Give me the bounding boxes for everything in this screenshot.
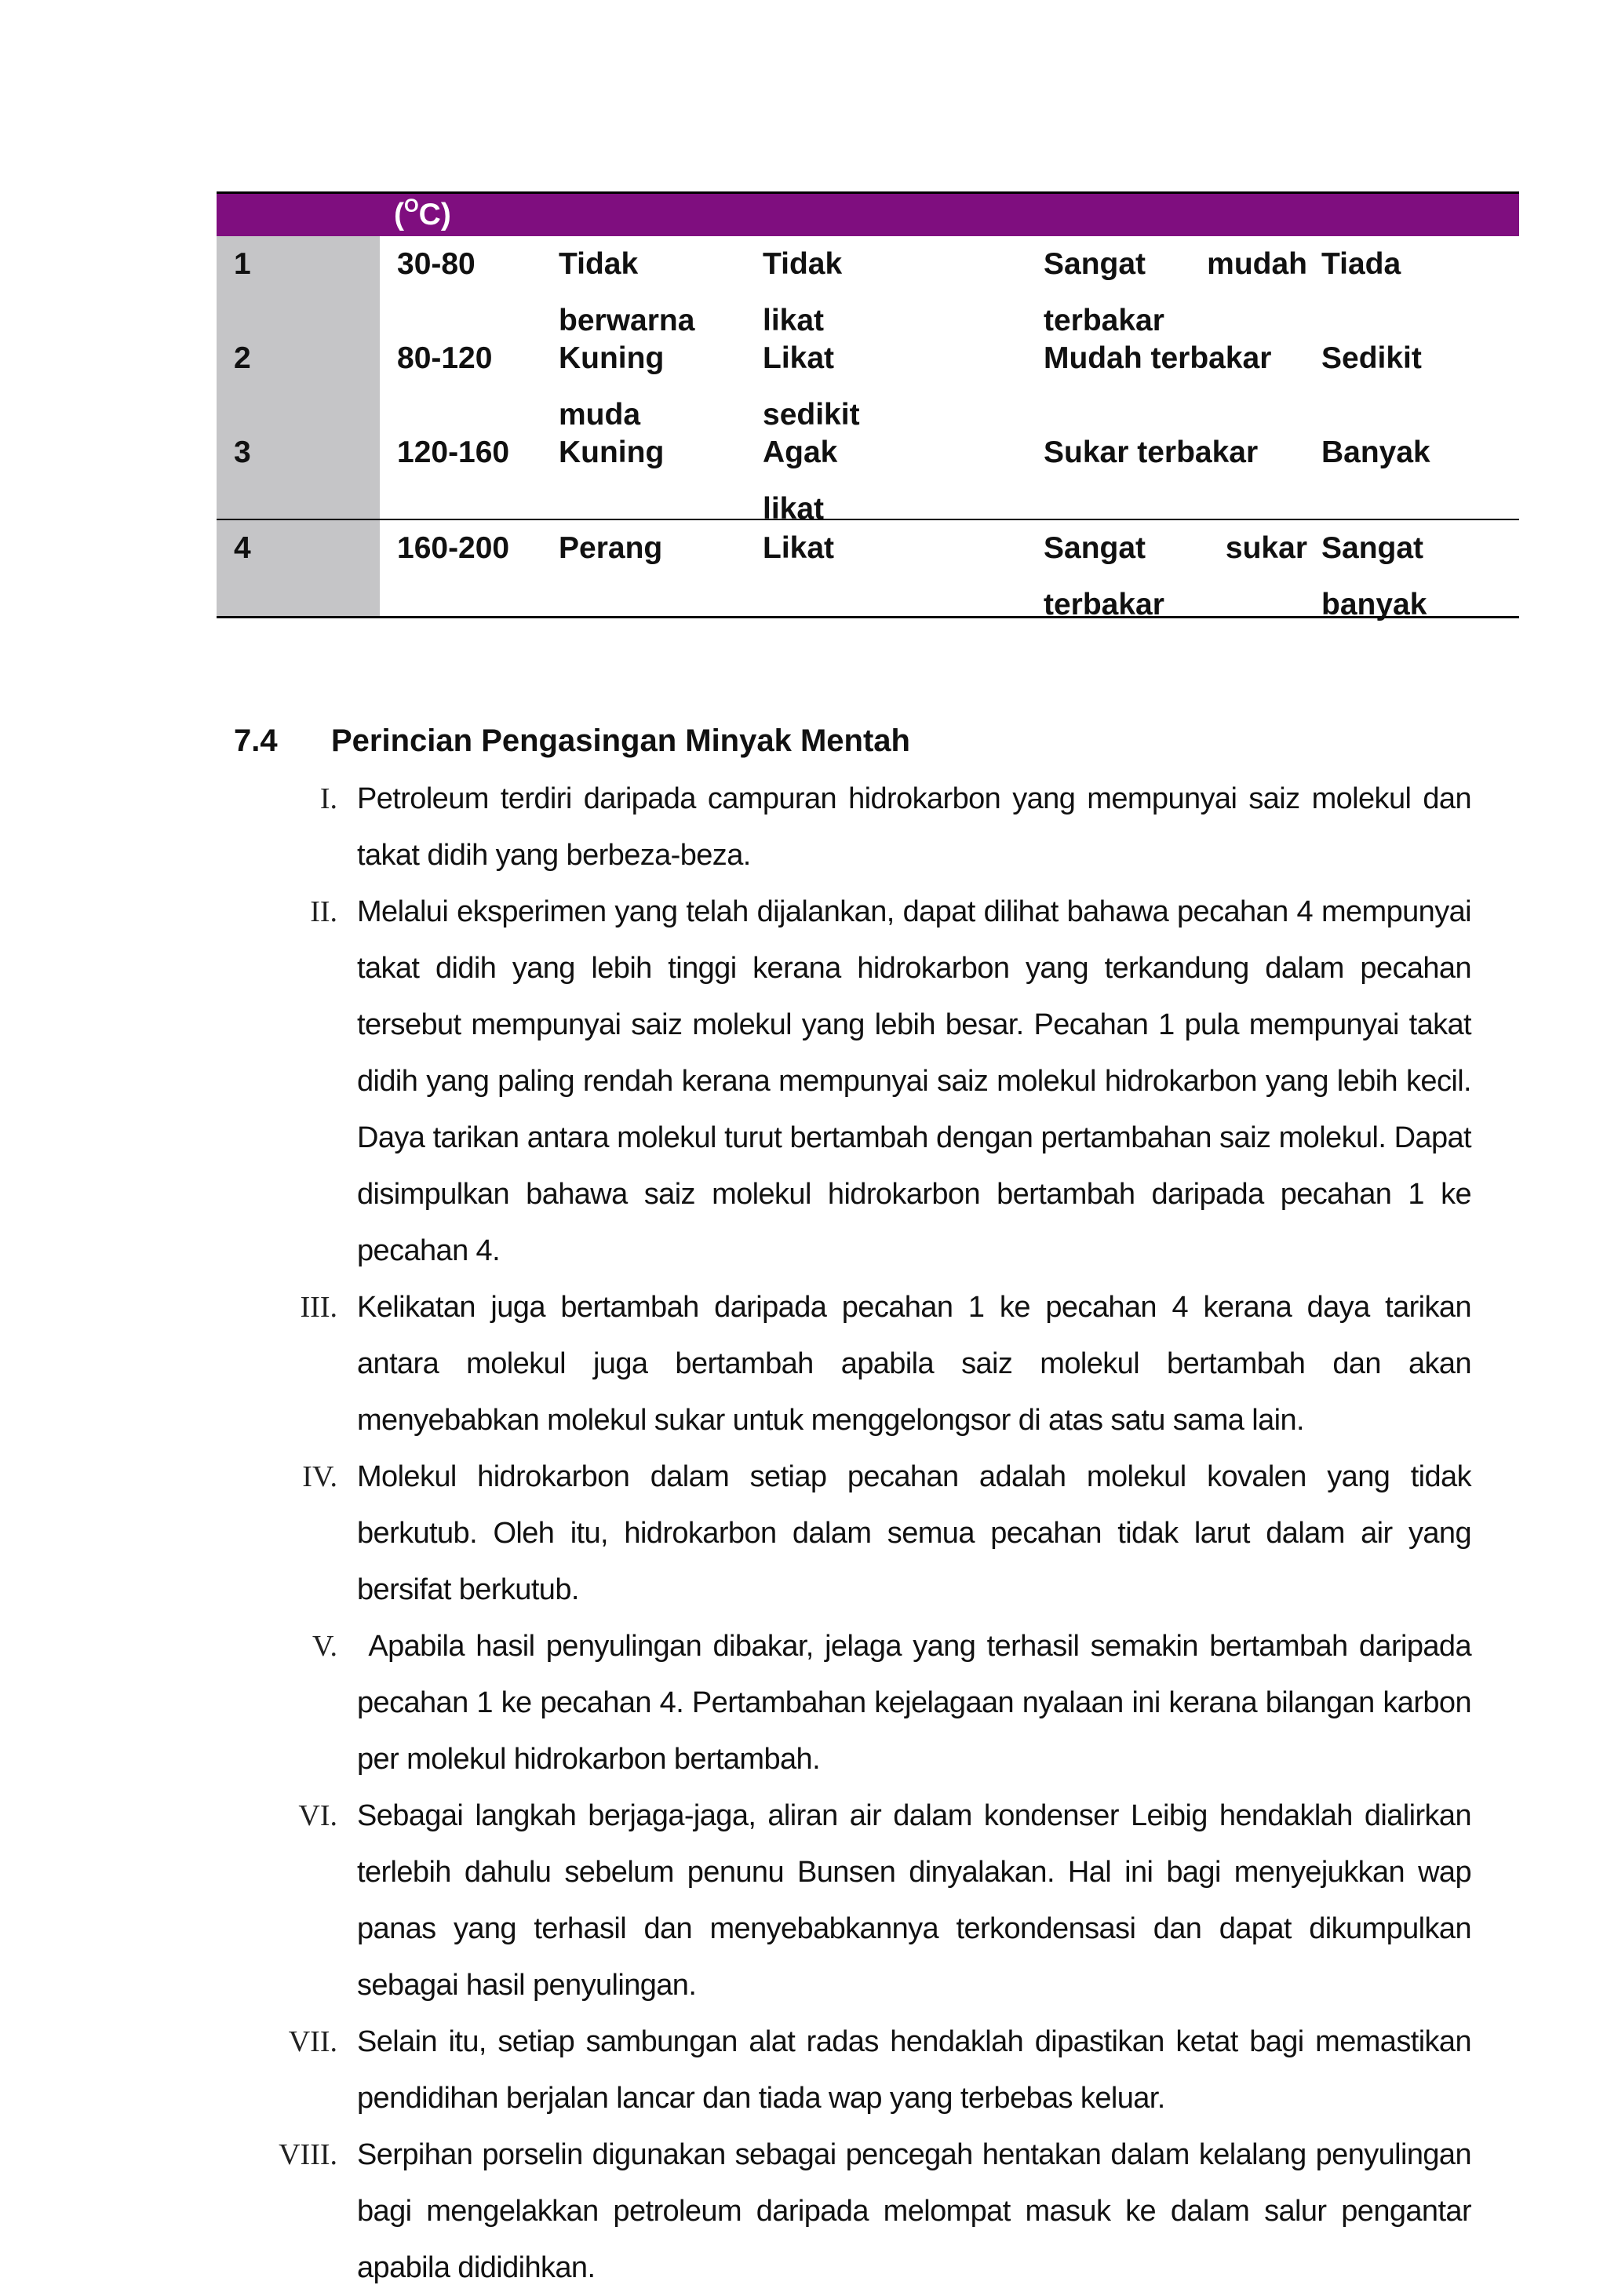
list-item xyxy=(235,771,1507,884)
list-item-text: Serpihan porselin digunakan sebagai pencegah hentakan dalam kelalang penyulingan bagi mengelakkan petroleum daripada melompat masuk ke dalam salur pengantar apabila dididihkan. xyxy=(357,2138,1471,2284)
list-item-text: Selain itu, setiap sambungan alat radas hendaklah dipastikan ketat bagi memastikan pendidihan berjalan lancar dan tiada wap yang terbebas keluar. xyxy=(357,2025,1471,2115)
viscosity-cell: Tidak likat xyxy=(763,247,843,337)
fraction-number: 3 xyxy=(234,436,251,469)
section-number: 7.4 xyxy=(234,723,278,758)
flammability-cell: Sukar terbakar xyxy=(1044,436,1259,469)
flammability-cell: Mudah terbakar xyxy=(1044,341,1272,375)
table-row xyxy=(217,425,1519,526)
soot-cell: Banyak xyxy=(1321,436,1430,469)
celsius-label: C xyxy=(418,198,441,231)
color-cell: Perang xyxy=(559,531,663,565)
soot-cell: Tiada xyxy=(1321,247,1401,281)
fraction-number: 2 xyxy=(234,341,251,375)
table-header-band xyxy=(217,194,1519,236)
list-item xyxy=(235,1279,1507,1449)
roman-numeral: II. xyxy=(310,895,337,928)
roman-numeral: VIII. xyxy=(279,2138,337,2171)
table-row xyxy=(217,330,1519,432)
fraction-number: 4 xyxy=(234,531,251,565)
viscosity-cell: Agak likat xyxy=(763,436,838,526)
properties-table xyxy=(217,191,1519,621)
list-item xyxy=(235,884,1507,1279)
degree-sup: O xyxy=(404,195,419,217)
temperature-unit-label: ($^O$C) xyxy=(394,195,451,231)
roman-numeral: IV. xyxy=(302,1460,337,1493)
flammability-cell: Sangat mudah terbakar xyxy=(1044,247,1307,337)
flammability-cell: Sangat sukar terbakar xyxy=(1044,531,1307,621)
list-item xyxy=(235,1788,1507,2014)
list-item xyxy=(235,2127,1507,2296)
list-item xyxy=(235,1449,1507,1618)
list-item xyxy=(235,1618,1507,1788)
list-item-text: Melalui eksperimen yang telah dijalankan, dapat dilihat bahawa pecahan 4 mempunyai takat didih yang lebih tinggi kerana hidrokarbon yang terkandung dalam pecahan tersebut mempunyai saiz molekul yang lebih besar. Pecahan 1 pula mempunyai takat didih yang paling rendah kerana mempunyai saiz molekul hidrokarbon yang lebih kecil. Daya tarikan antara molekul turut bertambah dengan pertambahan saiz molekul. Dapat disimpulkan bahawa saiz molekul hidrokarbon bertambah daripada pecahan 1 ke pecahan 4. xyxy=(357,895,1471,1267)
soot-cell: Sangat banyak xyxy=(1321,531,1427,621)
roman-numeral: VII. xyxy=(288,2025,337,2058)
boiling-range: 30-80 xyxy=(397,247,476,281)
table-row xyxy=(217,519,1519,621)
roman-numeral: V. xyxy=(312,1630,337,1663)
color-cell: Kuning muda xyxy=(559,341,665,432)
section-title: Perincian Pengasingan Minyak Mentah xyxy=(331,723,910,758)
list-item-text: Apabila hasil penyulingan dibakar, jelaga yang terhasil semakin bertambah daripada pecahan 1 ke pecahan 4. Pertambahan kejelagaan nyalaan ini kerana bilangan karbon per molekul hidrokarbon bertambah. xyxy=(357,1630,1471,1776)
roman-numeral: III. xyxy=(300,1291,337,1324)
boiling-range: 80-120 xyxy=(397,341,493,375)
list-item-text: Sebagai langkah berjaga-jaga, aliran air dalam kondenser Leibig hendaklah dialirkan terlebih dahulu sebelum penunu Bunsen dinyalakan. Hal ini bagi menyejukkan wap panas yang terhasil dan menyebabkannya terkondensasi dan dapat dikumpulkan sebagai hasil penyulingan. xyxy=(357,1799,1471,2002)
roman-numeral: I. xyxy=(319,782,337,815)
viscosity-cell: Likat sedikit xyxy=(763,341,860,432)
roman-numeral: VI. xyxy=(298,1799,337,1832)
list-item xyxy=(235,2014,1507,2127)
soot-cell: Sedikit xyxy=(1321,341,1422,375)
list-item-text: Petroleum terdiri daripada campuran hidrokarbon yang mempunyai saiz molekul dan takat didih yang berbeza-beza. xyxy=(357,782,1471,872)
fraction-number: 1 xyxy=(234,247,251,281)
boiling-range: 120-160 xyxy=(397,436,510,469)
table-row xyxy=(217,236,1519,337)
list-item-text: Molekul hidrokarbon dalam setiap pecahan adalah molekul kovalen yang tidak berkutub. Oleh itu, hidrokarbon dalam semua pecahan tidak larut dalam air yang bersifat berkutub. xyxy=(357,1460,1471,1606)
findings-list xyxy=(235,771,1507,2296)
color-cell: Tidak berwarna xyxy=(559,247,695,337)
boiling-range: 160-200 xyxy=(397,531,510,565)
section-heading xyxy=(234,723,910,759)
color-cell: Kuning xyxy=(559,436,665,469)
viscosity-cell: Likat xyxy=(763,531,835,565)
list-item-text: Kelikatan juga bertambah daripada pecahan 1 ke pecahan 4 kerana daya tarikan antara molekul juga bertambah apabila saiz molekul bertambah dan akan menyebabkan molekul sukar untuk menggelongsor di atas satu sama lain. xyxy=(357,1291,1471,1437)
